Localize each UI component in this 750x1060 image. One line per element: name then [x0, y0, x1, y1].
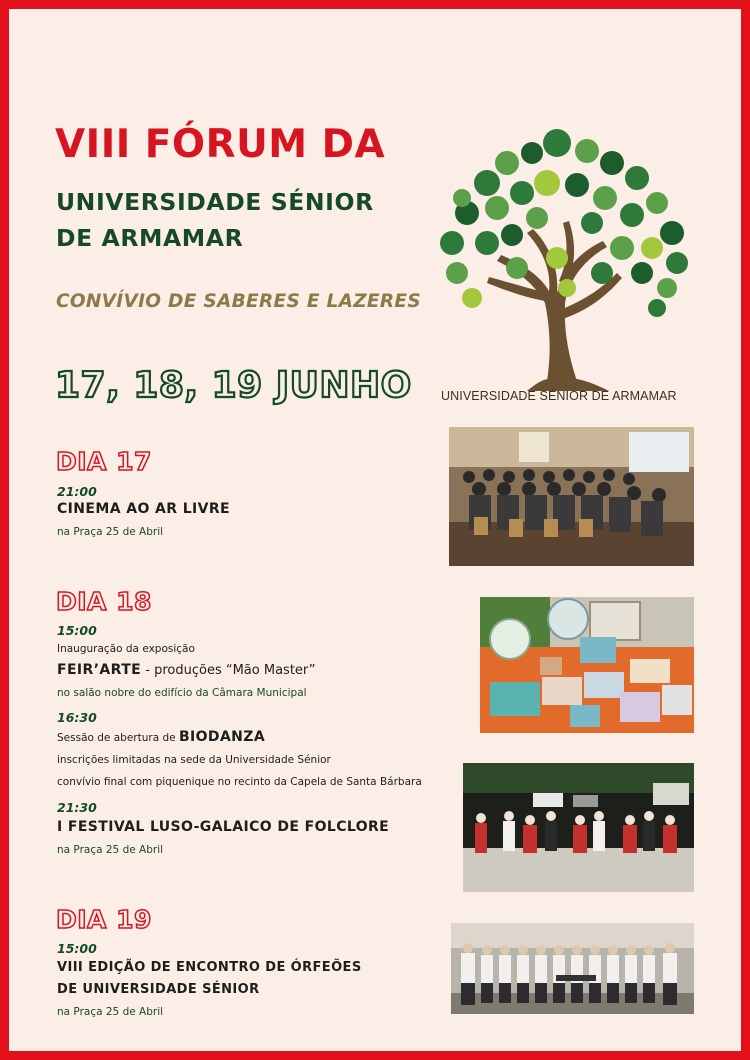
choir-meeting-photo: [451, 923, 694, 1014]
event-place: na Praça 25 de Abril: [57, 526, 164, 538]
event-place: no salão nobre do edifício da Câmara Municipal: [57, 687, 307, 699]
event-title-main: FEIR’ARTE: [57, 662, 142, 678]
craft-exhibition-photo: [480, 597, 694, 733]
folklore-festival-photo: [463, 763, 694, 892]
day-18-heading: DIA 18: [56, 587, 152, 616]
event-title: I FESTIVAL LUSO-GALAICO DE FOLCLORE: [57, 819, 390, 835]
cinema-audience-photo: [449, 427, 694, 566]
event-intro-text: Sessão de abertura de: [57, 732, 179, 744]
logo-caption: UNIVERSIDADE SÉNIOR DE ARMAMAR: [441, 389, 677, 403]
event-intro: [57, 729, 265, 745]
event-dates: 17, 18, 19 JUNHO: [55, 365, 412, 406]
event-place: na Praça 25 de Abril: [57, 844, 164, 856]
title-line-3: DE ARMAMAR: [56, 224, 244, 252]
event-title-rest: - produções “Mão Master”: [141, 663, 316, 678]
tree-of-people-logo-icon: [427, 123, 701, 399]
event-time: 21:00: [57, 484, 97, 499]
event-title: CINEMA AO AR LIVRE: [57, 501, 231, 517]
event-detail: inscrições limitadas na sede da Universidade Sénior: [57, 754, 331, 766]
event-title-line-2: DE UNIVERSIDADE SÉNIOR: [57, 982, 260, 997]
event-time: 21:30: [57, 800, 97, 815]
event-title-line-1: VIII EDIÇÃO DE ENCONTRO DE ÓRFEÕES: [57, 960, 362, 975]
event-intro: Inauguração da exposição: [57, 643, 195, 655]
day-19-heading: DIA 19: [56, 905, 152, 934]
poster-page: [9, 9, 741, 1051]
event-time: 15:00: [57, 623, 97, 638]
title-line-2: UNIVERSIDADE SÉNIOR: [56, 188, 374, 216]
event-time: 15:00: [57, 941, 97, 956]
title-line-1: VIII FÓRUM DA: [55, 122, 386, 167]
event-place: na Praça 25 de Abril: [57, 1006, 164, 1018]
day-17-heading: DIA 17: [56, 447, 152, 476]
event-detail: convívio final com piquenique no recinto da Capela de Santa Bárbara: [57, 776, 422, 788]
event-time: 16:30: [57, 710, 97, 725]
subtitle: CONVÍVIO DE SABERES E LAZERES: [56, 291, 421, 312]
event-title: BIODANZA: [178, 729, 266, 745]
event-title: [57, 662, 316, 678]
